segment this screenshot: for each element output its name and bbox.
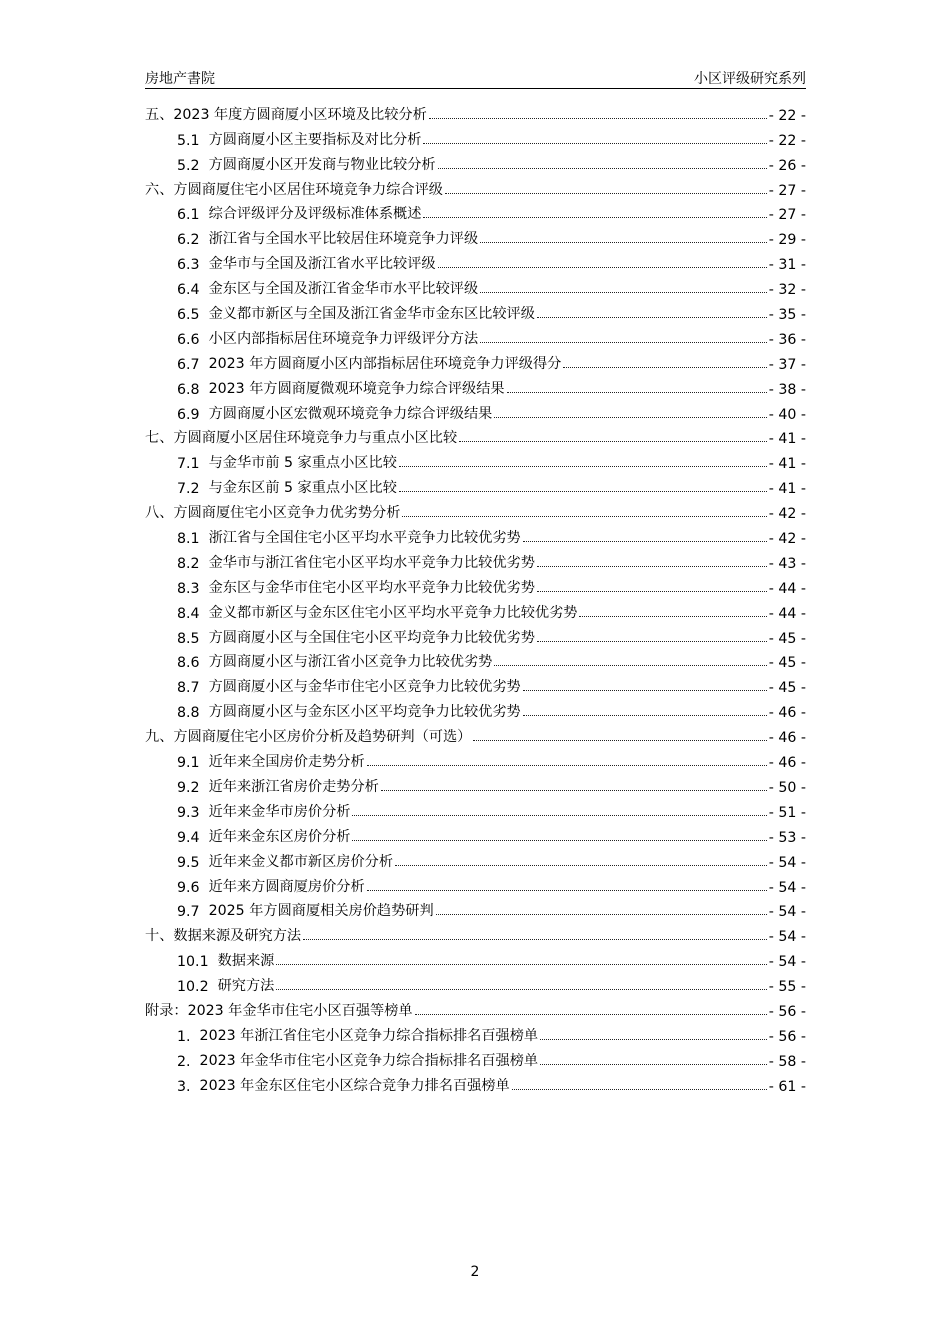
toc-entry-title: 近年来浙江省房价走势分析 — [208, 778, 379, 795]
toc-dot-leader — [507, 392, 767, 393]
toc-dot-leader — [438, 168, 767, 169]
toc-entry-number: 6.2 — [177, 232, 200, 249]
toc-entry[interactable] — [145, 597, 806, 622]
toc-entry-page: - 27 - — [768, 207, 806, 224]
toc-entry[interactable] — [145, 323, 806, 348]
toc-entry[interactable] — [145, 920, 806, 945]
toc-entry-page: - 41 - — [768, 431, 806, 448]
toc-entry-page: - 56 - — [768, 1003, 806, 1020]
toc-entry-number: 5.2 — [177, 157, 200, 174]
toc-entry[interactable] — [145, 945, 806, 970]
table-of-contents — [145, 99, 806, 1095]
toc-entry-page: - 61 - — [768, 1078, 806, 1095]
toc-entry-title: 金华市与浙江省住宅小区平均水平竞争力比较优劣势 — [208, 554, 535, 571]
toc-dot-leader — [423, 217, 766, 218]
toc-entry-title: 近年来方圆商厦房价分析 — [208, 878, 365, 895]
toc-entry[interactable] — [145, 298, 806, 323]
toc-entry-page: - 54 - — [768, 929, 806, 946]
toc-entry-number: 9.5 — [177, 854, 200, 871]
toc-dot-leader — [367, 890, 767, 891]
toc-entry-page: - 36 - — [768, 331, 806, 348]
toc-entry-title: 2025 年方圆商厦相关房价趋势研判 — [208, 903, 434, 920]
toc-entry-number: 8.6 — [177, 655, 200, 672]
toc-entry-title: 小区内部指标居住环境竞争力评级评分方法 — [208, 330, 479, 347]
toc-entry-number: 8.2 — [177, 555, 200, 572]
toc-entry-page: - 54 - — [768, 879, 806, 896]
toc-entry-title: 七、方圆商厦小区居住环境竞争力与重点小区比较 — [145, 430, 458, 447]
toc-entry-number: 8.7 — [177, 680, 200, 697]
toc-entry[interactable] — [145, 1070, 806, 1095]
toc-entry[interactable] — [145, 547, 806, 572]
toc-entry-number: 6.7 — [177, 356, 200, 373]
toc-entry-number: 9.3 — [177, 804, 200, 821]
toc-entry[interactable] — [145, 223, 806, 248]
toc-entry-title: 六、方圆商厦住宅小区居住环境竞争力综合评级 — [145, 181, 443, 198]
toc-entry-page: - 44 - — [768, 580, 806, 597]
toc-entry[interactable] — [145, 871, 806, 896]
toc-entry-page: - 46 - — [768, 755, 806, 772]
toc-dot-leader — [445, 193, 767, 194]
toc-entry-number: 6.5 — [177, 307, 200, 324]
toc-entry-page: - 45 - — [768, 630, 806, 647]
toc-entry-title: 浙江省与全国住宅小区平均水平竞争力比较优劣势 — [208, 530, 521, 547]
toc-entry-title: 方圆商厦小区与金华市住宅小区竞争力比较优劣势 — [208, 679, 521, 696]
toc-entry-title: 近年来金东区房价分析 — [208, 828, 351, 845]
toc-dot-leader — [540, 1039, 767, 1040]
toc-entry-page: - 58 - — [768, 1053, 806, 1070]
toc-entry-number: 9.1 — [177, 755, 200, 772]
toc-entry-title: 2023 年方圆商厦微观环境竞争力综合评级结果 — [208, 380, 505, 397]
toc-dot-leader — [352, 840, 766, 841]
toc-entry-page: - 44 - — [768, 605, 806, 622]
page-number: 2 — [470, 1264, 480, 1280]
toc-entry-title: 浙江省与全国水平比较居住环境竞争力评级 — [208, 231, 479, 248]
toc-entry-number: 2. — [177, 1053, 191, 1070]
toc-entry-title: 金义都市新区与金东区住宅小区平均水平竞争力比较优劣势 — [208, 604, 578, 621]
toc-dot-leader — [276, 989, 766, 990]
toc-entry-page: - 38 - — [768, 381, 806, 398]
toc-entry-title: 方圆商厦小区宏微观环境竞争力综合评级结果 — [208, 405, 493, 422]
toc-dot-leader — [523, 690, 767, 691]
header-series: 小区评级研究系列 — [694, 71, 806, 87]
toc-entry-title: 方圆商厦小区与全国住宅小区平均竞争力比较优劣势 — [208, 629, 535, 646]
toc-dot-leader — [352, 815, 766, 816]
toc-entry-page: - 42 - — [768, 531, 806, 548]
toc-entry[interactable] — [145, 721, 806, 746]
toc-entry[interactable] — [145, 149, 806, 174]
toc-entry[interactable] — [145, 696, 806, 721]
toc-entry[interactable] — [145, 522, 806, 547]
toc-entry-page: - 56 - — [768, 1028, 806, 1045]
toc-entry-page: - 46 - — [768, 705, 806, 722]
header-publisher: 房地产書院 — [145, 71, 215, 87]
toc-entry-number: 6.4 — [177, 282, 200, 299]
toc-entry[interactable] — [145, 99, 806, 124]
toc-dot-leader — [276, 964, 766, 965]
toc-entry-page: - 37 - — [768, 356, 806, 373]
toc-dot-leader — [563, 367, 766, 368]
toc-entry-number: 6.6 — [177, 331, 200, 348]
toc-entry[interactable] — [145, 373, 806, 398]
toc-entry-title: 方圆商厦小区与浙江省小区竞争力比较优劣势 — [208, 654, 493, 671]
toc-dot-leader — [579, 616, 766, 617]
toc-entry[interactable] — [145, 1020, 806, 1045]
toc-dot-leader — [459, 441, 767, 442]
toc-entry[interactable] — [145, 622, 806, 647]
toc-entry-page: - 54 - — [768, 854, 806, 871]
toc-entry[interactable] — [145, 199, 806, 224]
toc-entry-number: 1. — [177, 1028, 191, 1045]
toc-entry[interactable] — [145, 572, 806, 597]
toc-entry-title: 近年来金华市房价分析 — [208, 803, 351, 820]
toc-entry-page: - 43 - — [768, 555, 806, 572]
toc-entry-title: 综合评级评分及评级标准体系概述 — [208, 206, 422, 223]
toc-dot-leader — [537, 591, 767, 592]
toc-entry-page: - 51 - — [768, 804, 806, 821]
toc-entry-page: - 41 - — [768, 481, 806, 498]
toc-entry-number: 6.1 — [177, 207, 200, 224]
toc-entry-page: - 42 - — [768, 506, 806, 523]
toc-entry-number: 10.2 — [177, 979, 209, 996]
toc-entry-title: 九、方圆商厦住宅小区房价分析及趋势研判（可选） — [145, 729, 472, 746]
toc-dot-leader — [537, 566, 767, 567]
toc-entry-title: 近年来金义都市新区房价分析 — [208, 853, 394, 870]
toc-dot-leader — [512, 1089, 767, 1090]
toc-dot-leader — [303, 939, 767, 940]
toc-entry-page: - 50 - — [768, 779, 806, 796]
toc-dot-leader — [494, 417, 766, 418]
toc-dot-leader — [415, 1014, 767, 1015]
toc-entry-page: - 26 - — [768, 157, 806, 174]
toc-entry[interactable] — [145, 846, 806, 871]
toc-entry-title: 2023 年方圆商厦小区内部指标居住环境竞争力评级得分 — [208, 355, 562, 372]
toc-entry[interactable] — [145, 821, 806, 846]
toc-dot-leader — [523, 715, 767, 716]
toc-entry-title: 方圆商厦小区开发商与物业比较分析 — [208, 156, 436, 173]
toc-entry-number: 8.1 — [177, 531, 200, 548]
toc-entry-page: - 32 - — [768, 282, 806, 299]
toc-entry[interactable] — [145, 970, 806, 995]
toc-entry-number: 5.1 — [177, 132, 200, 149]
toc-entry-page: - 45 - — [768, 655, 806, 672]
toc-dot-leader — [438, 267, 767, 268]
page-header — [145, 66, 806, 89]
toc-dot-leader — [480, 342, 767, 343]
toc-entry[interactable] — [145, 248, 806, 273]
toc-dot-leader — [480, 242, 767, 243]
toc-entry-number: 9.7 — [177, 904, 200, 921]
toc-dot-leader — [429, 118, 767, 119]
toc-entry[interactable] — [145, 348, 806, 373]
toc-entry-page: - 41 - — [768, 456, 806, 473]
toc-entry-title: 研究方法 — [217, 978, 275, 995]
toc-entry-number: 8.4 — [177, 605, 200, 622]
toc-entry-page: - 29 - — [768, 232, 806, 249]
toc-entry-title: 2023 年金东区住宅小区综合竞争力排名百强榜单 — [199, 1077, 510, 1094]
toc-entry-number: 6.8 — [177, 381, 200, 398]
toc-entry-number: 9.2 — [177, 779, 200, 796]
toc-entry-page: - 40 - — [768, 406, 806, 423]
toc-entry-page: - 31 - — [768, 257, 806, 274]
toc-entry-page: - 22 - — [768, 107, 806, 124]
toc-entry-page: - 53 - — [768, 829, 806, 846]
toc-dot-leader — [381, 790, 767, 791]
toc-dot-leader — [399, 491, 767, 492]
toc-dot-leader — [537, 641, 767, 642]
toc-entry[interactable] — [145, 124, 806, 149]
toc-entry-title: 八、方圆商厦住宅小区竞争力优劣势分析 — [145, 505, 401, 522]
toc-entry-title: 方圆商厦小区与金东区小区平均竞争力比较优劣势 — [208, 704, 521, 721]
toc-dot-leader — [436, 914, 767, 915]
toc-entry[interactable] — [145, 771, 806, 796]
toc-entry-page: - 35 - — [768, 307, 806, 324]
toc-entry-title: 金东区与金华市住宅小区平均水平竞争力比较优劣势 — [208, 579, 535, 596]
toc-entry[interactable] — [145, 398, 806, 423]
toc-entry[interactable] — [145, 995, 806, 1020]
toc-entry[interactable] — [145, 671, 806, 696]
toc-entry[interactable] — [145, 174, 806, 199]
toc-dot-leader — [367, 765, 767, 766]
toc-entry-number: 8.3 — [177, 580, 200, 597]
toc-entry-number: 10.1 — [177, 954, 209, 971]
toc-entry-number: 8.8 — [177, 705, 200, 722]
toc-entry-title: 2023 年浙江省住宅小区竞争力综合指标排名百强榜单 — [199, 1027, 539, 1044]
toc-dot-leader — [540, 1064, 767, 1065]
toc-entry-title: 2023 年金华市住宅小区竞争力综合指标排名百强榜单 — [199, 1052, 539, 1069]
toc-entry[interactable] — [145, 497, 806, 522]
toc-entry-number: 8.5 — [177, 630, 200, 647]
toc-entry-title: 数据来源 — [217, 953, 275, 970]
toc-dot-leader — [494, 665, 766, 666]
toc-entry[interactable] — [145, 1045, 806, 1070]
toc-entry-page: - 55 - — [768, 979, 806, 996]
toc-entry-title: 方圆商厦小区主要指标及对比分析 — [208, 131, 422, 148]
toc-entry-number: 9.4 — [177, 829, 200, 846]
toc-entry-title: 与金东区前 5 家重点小区比较 — [208, 480, 397, 497]
toc-entry-number: 3. — [177, 1078, 191, 1095]
toc-dot-leader — [473, 740, 766, 741]
toc-dot-leader — [480, 292, 767, 293]
toc-entry-page: - 45 - — [768, 680, 806, 697]
toc-entry[interactable] — [145, 447, 806, 472]
toc-entry-title: 金东区与全国及浙江省金华市水平比较评级 — [208, 281, 479, 298]
toc-entry-page: - 27 - — [768, 182, 806, 199]
toc-dot-leader — [423, 143, 766, 144]
toc-entry[interactable] — [145, 796, 806, 821]
toc-dot-leader — [399, 466, 767, 467]
toc-entry-title: 金义都市新区与全国及浙江省金华市金东区比较评级 — [208, 306, 535, 323]
toc-entry[interactable] — [145, 746, 806, 771]
toc-entry-number: 7.2 — [177, 481, 200, 498]
toc-entry[interactable] — [145, 896, 806, 921]
toc-entry[interactable] — [145, 647, 806, 672]
toc-entry-page: - 54 - — [768, 954, 806, 971]
toc-entry-page: - 46 - — [768, 730, 806, 747]
toc-dot-leader — [395, 865, 767, 866]
toc-entry-number: 6.9 — [177, 406, 200, 423]
toc-entry-title: 附录：2023 年金华市住宅小区百强等榜单 — [145, 1002, 413, 1019]
toc-entry-number: 6.3 — [177, 257, 200, 274]
toc-dot-leader — [537, 317, 767, 318]
toc-entry[interactable] — [145, 273, 806, 298]
toc-dot-leader — [523, 541, 767, 542]
toc-entry-title: 近年来全国房价走势分析 — [208, 754, 365, 771]
toc-entry-title: 与金华市前 5 家重点小区比较 — [208, 455, 397, 472]
toc-entry-title: 金华市与全国及浙江省水平比较评级 — [208, 256, 436, 273]
toc-entry-title: 十、数据来源及研究方法 — [145, 928, 302, 945]
toc-entry-number: 9.6 — [177, 879, 200, 896]
toc-entry-page: - 54 - — [768, 904, 806, 921]
toc-entry-title: 五、2023 年度方圆商厦小区环境及比较分析 — [145, 106, 427, 123]
toc-entry-page: - 22 - — [768, 132, 806, 149]
toc-entry[interactable] — [145, 472, 806, 497]
toc-dot-leader — [402, 516, 766, 517]
toc-entry[interactable] — [145, 423, 806, 448]
toc-entry-number: 7.1 — [177, 456, 200, 473]
